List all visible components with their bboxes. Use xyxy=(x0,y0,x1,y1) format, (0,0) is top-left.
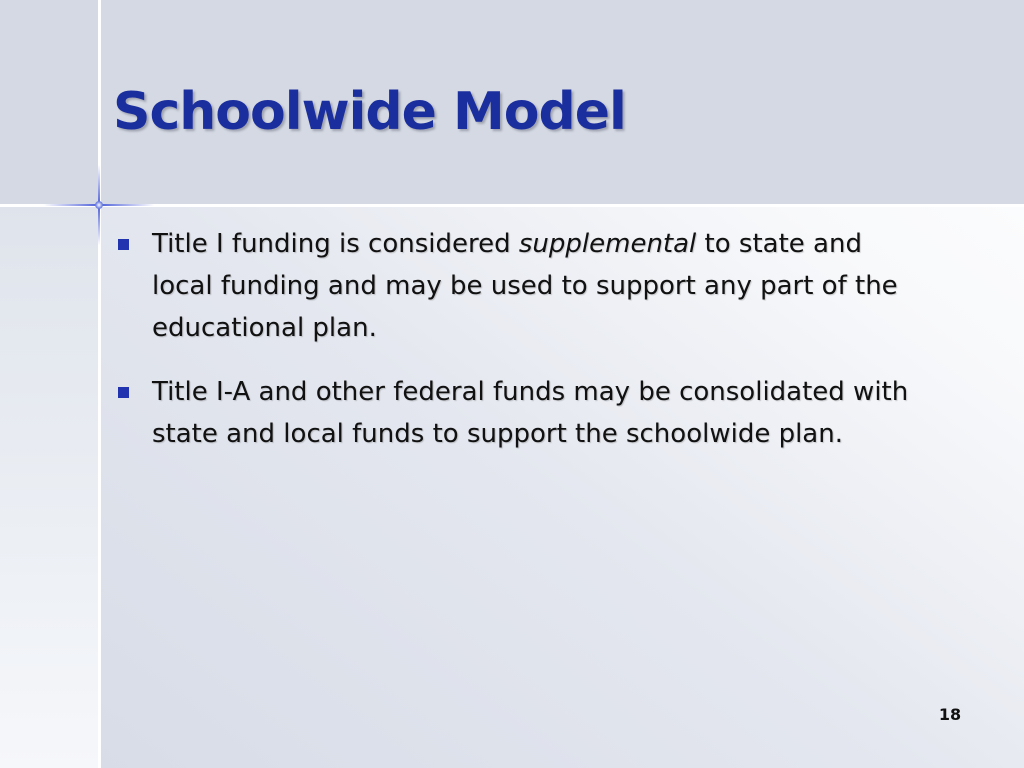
square-bullet-icon xyxy=(118,239,129,250)
bullet-text-emphasis: supplemental xyxy=(518,229,697,259)
bullet-text-start: Title I funding is considered xyxy=(152,229,519,259)
slide-title: Schoolwide Model xyxy=(113,82,626,142)
bullet-text-end: to state and local funding and may be used to support any part of the educational plan. xyxy=(152,229,898,343)
vertical-divider-line xyxy=(98,0,101,768)
bullet-text: Title I-A and other federal funds may be consolidated with state and local funds to support the schoolwide plan. xyxy=(152,377,909,449)
bullet-item xyxy=(118,371,918,455)
left-decorative-band xyxy=(0,205,98,768)
bullet-item xyxy=(118,223,918,349)
cross-accent-center xyxy=(95,201,103,209)
bullet-list xyxy=(118,223,918,477)
page-number: 18 xyxy=(938,705,962,724)
square-bullet-icon xyxy=(118,387,129,398)
